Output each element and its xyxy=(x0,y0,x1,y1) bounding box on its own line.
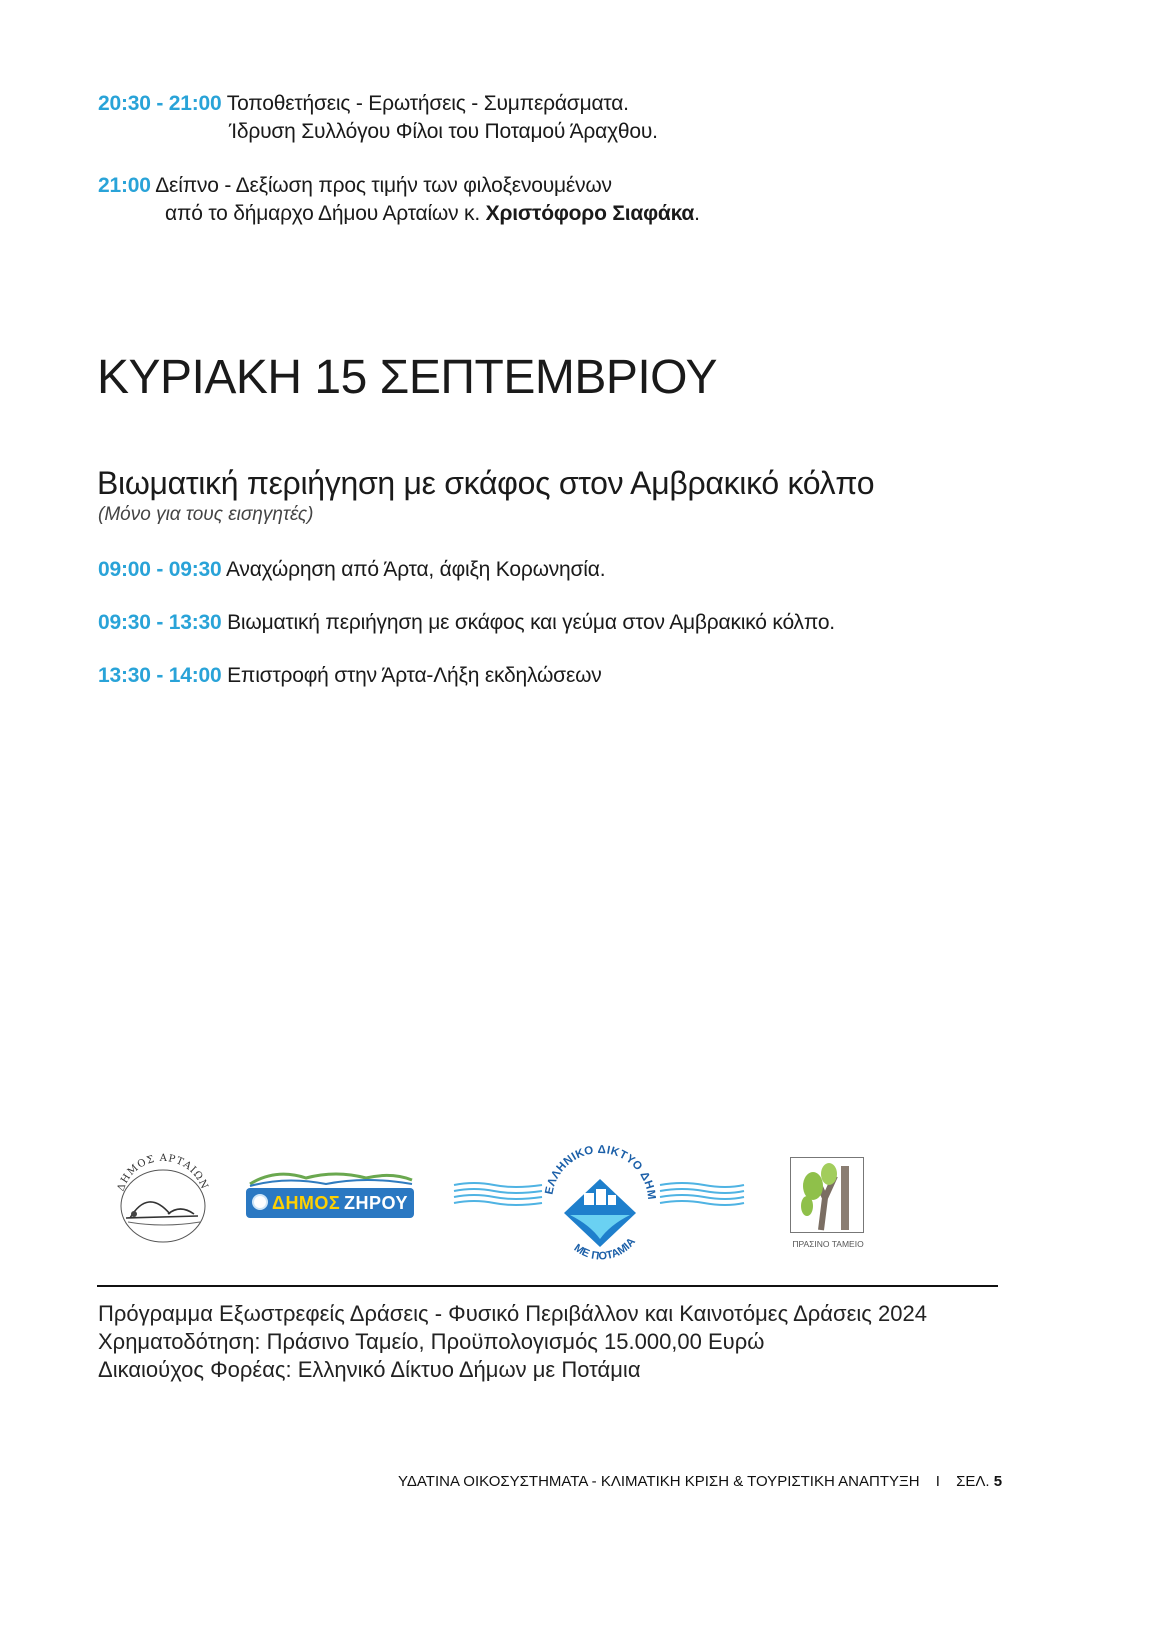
mayor-name: Χριστόφορο Σιαφάκα xyxy=(485,202,695,225)
schedule-text: Βιωματική περιήγηση με σκάφος και γεύμα στον Αμβρακικό κόλπο. xyxy=(227,611,835,634)
schedule-item-2 xyxy=(98,172,612,200)
green-fund-logo xyxy=(790,1157,866,1251)
ball-icon xyxy=(252,1194,268,1210)
mountain-icon xyxy=(246,1166,416,1188)
activity-note: (Μόνο για τους εισηγητές) xyxy=(98,504,314,525)
schedule-item-1 xyxy=(98,90,629,118)
footer-divider xyxy=(97,1285,998,1287)
page-footer xyxy=(398,1473,1002,1490)
schedule-time: 09:00 - 09:30 xyxy=(98,558,222,581)
network-top-text: ΕΛΛΗΝΙΚΟ ΔΙΚΤΥΟ ΔΗΜ xyxy=(543,1145,658,1201)
footer-program: Πρόγραμμα Εξωστρεφείς Δράσεις - Φυσικό Περιβάλλον και Καινοτόμες Δράσεις 2024 xyxy=(98,1301,927,1326)
tree-icon xyxy=(791,1158,863,1232)
schedule-text: Δείπνο - Δεξίωση προς τιμήν των φιλοξενουμένων xyxy=(155,174,612,197)
bridge-logo-icon xyxy=(108,1150,218,1246)
page-footer-separator: I xyxy=(935,1473,940,1490)
dimos-artaion-logo xyxy=(108,1150,218,1246)
zirou-text-1: ΔΗΜΟΣ xyxy=(272,1193,341,1213)
svg-text:ΕΛΛΗΝΙΚΟ ΔΙΚΤΥΟ ΔΗΜΩΝ xyxy=(450,1145,657,1201)
zirou-text-2: ΖΗΡΟΥ xyxy=(344,1193,409,1213)
schedule-text: Τοποθετήσεις - Ερωτήσεις - Συμπεράσματα. xyxy=(226,92,629,115)
schedule-item-5 xyxy=(98,662,602,690)
svg-text:ΔΗΜΟΣ ΑΡΤΑΙΩΝ xyxy=(116,1153,210,1193)
schedule-text-cont: Ίδρυση Συλλόγου Φίλοι του Ποταμού Άραχθου. xyxy=(229,120,658,143)
schedule-time: 21:00 xyxy=(98,174,151,197)
schedule-text-cont: από το δήμαρχο Δήμου Αρταίων κ. xyxy=(165,202,486,225)
page-footer-title: ΥΔΑΤΙΝΑ ΟΙΚΟΣΥΣΤΗΜΑΤΑ - ΚΛΙΜΑΤΙΚΗ ΚΡΙΣΗ & ΤΟΥΡΙΣΤΙΚΗ ΑΝΑΠΤΥΞΗ xyxy=(398,1473,920,1490)
schedule-text: Επιστροφή στην Άρτα-Λήξη εκδηλώσεων xyxy=(227,664,602,687)
artaion-logo-text: ΔΗΜΟΣ ΑΡΤΑΙΩΝ xyxy=(115,1152,210,1193)
schedule-time: 09:30 - 13:30 xyxy=(98,611,222,634)
schedule-item-1-cont xyxy=(229,118,658,146)
green-fund-box xyxy=(790,1157,864,1233)
schedule-time: 20:30 - 21:00 xyxy=(98,92,222,115)
activity-title: Βιωματική περιήγηση με σκάφος στον Αμβρακικό κόλπο xyxy=(97,465,875,501)
green-fund-text: ΠΡΑΣΙΝΟ ΤΑΜΕΙΟ xyxy=(792,1239,864,1249)
footer-funding: Χρηματοδότηση: Πράσινο Ταμείο, Προϋπολογισμός 15.000,00 Ευρώ xyxy=(98,1329,765,1354)
day-heading: ΚΥΡΙΑΚΗ 15 ΣΕΠΤΕΜΒΡΙΟΥ xyxy=(97,351,717,404)
schedule-text: Αναχώρηση από Άρτα, άφιξη Κορωνησία. xyxy=(225,558,606,581)
page-label: ΣΕΛ. xyxy=(956,1473,990,1490)
schedule-item-2-cont xyxy=(165,200,700,228)
schedule-item-3 xyxy=(98,556,605,584)
sentence-end: . xyxy=(694,202,700,225)
network-logo xyxy=(450,1145,748,1261)
page-number: 5 xyxy=(993,1473,1003,1490)
dimos-zirou-logo xyxy=(246,1166,416,1222)
schedule-item-4 xyxy=(98,609,835,637)
footer-beneficiary: Δικαιούχος Φορέας: Ελληνικό Δίκτυο Δήμων με Ποτάμια xyxy=(98,1357,641,1382)
zirou-badge xyxy=(246,1188,414,1218)
river-network-icon xyxy=(450,1145,748,1261)
network-bottom-text: ΜΕ ΠΟΤΑΜΙΑ xyxy=(571,1235,638,1261)
schedule-time: 13:30 - 14:00 xyxy=(98,664,222,687)
